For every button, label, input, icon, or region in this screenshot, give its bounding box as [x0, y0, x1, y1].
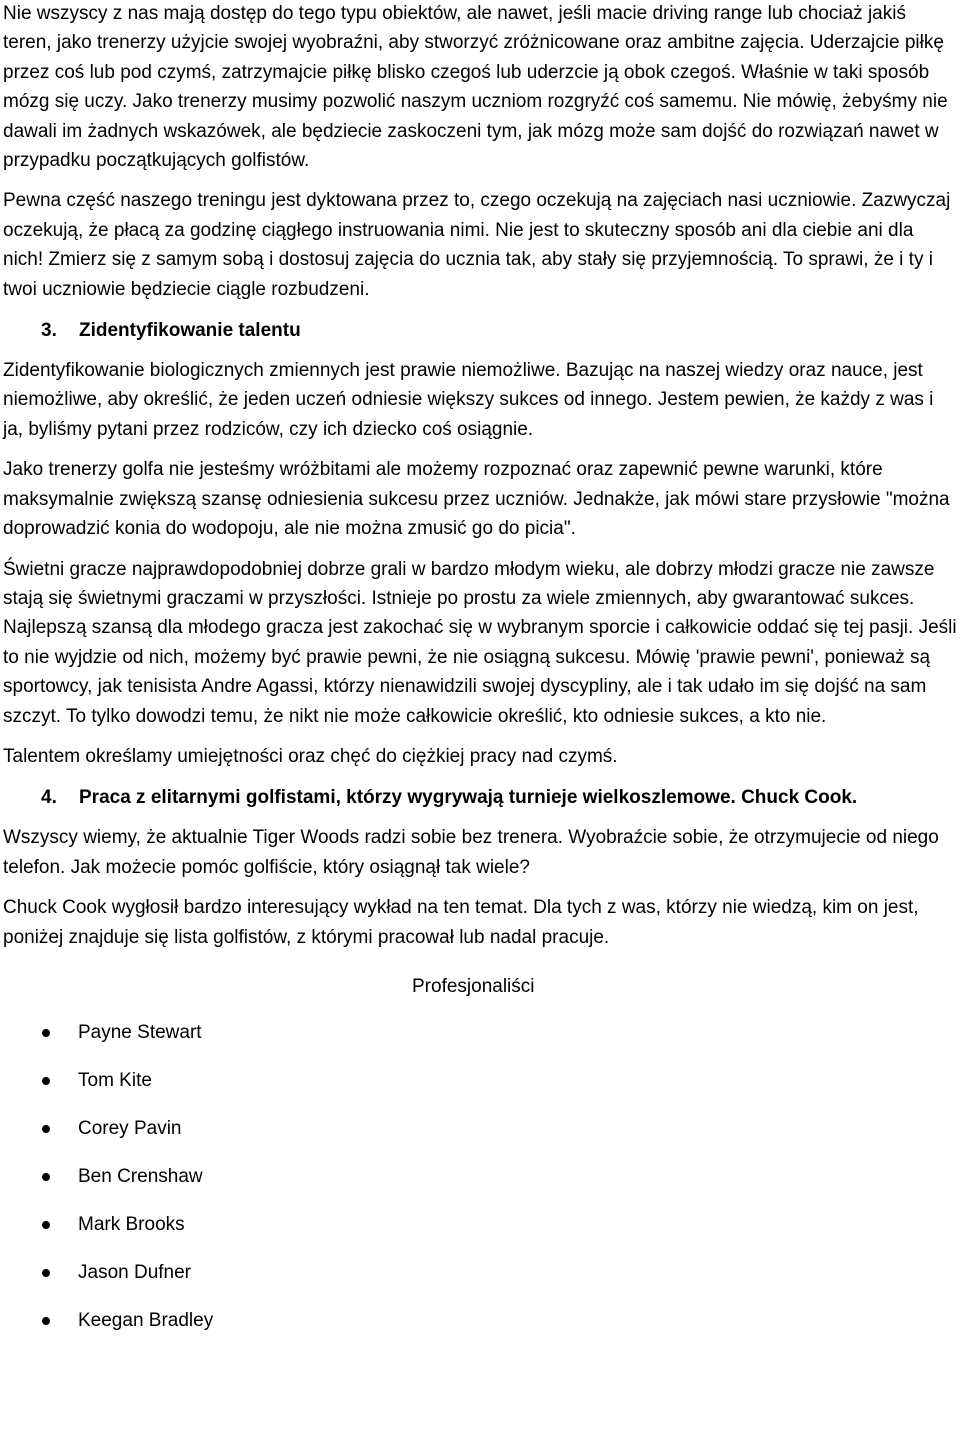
section-4-title: Praca z elitarnymi golfistami, którzy wygrywają turnieje wielkoszlemowe. Chuck Cook.	[79, 787, 858, 809]
professional-name: Jason Dufner	[78, 1261, 192, 1283]
list-item	[3, 1258, 957, 1306]
list-item	[3, 1114, 957, 1162]
intro-paragraph-2: Pewna część naszego treningu jest dyktowana przez to, czego oczekują na zajęciach nasi uczniowie. Zazwyczaj oczekują, że płacą za godzinę ciągłego instruowania nimi. Nie jest to skuteczny sposób ani dla ciebie ani dla nich! Zmierz się z samym sobą i dostosuj zajęcia do ucznia tak, aby stały się przyjemnością. To sprawi, że i ty i twoi uczniowie będziecie ciągle rozbudzeni.	[3, 190, 951, 300]
section-3-paragraph-2: Jako trenerzy golfa nie jesteśmy wróżbitami ale możemy rozpoznać oraz zapewnić pewne warunki, które maksymalnie zwiększą szansę odniesienia sukcesu przez uczniów. Jednakże, jak mówi stare przysłowie "można doprowadzić konia do wodopoju, ale nie można zmusić go do picia".	[3, 459, 950, 540]
professionals-label: Profesjonaliści	[412, 975, 535, 997]
intro-paragraph-1: Nie wszyscy z nas mają dostęp do tego typu obiektów, ale nawet, jeśli macie driving range lub chociaż jakiś teren, jako trenerzy użyjcie swojej wyobraźni, aby stworzyć zróżnicowane oraz ambitne zajęcia. Uderzajcie piłkę przez coś lub pod czymś, zatrzymajcie piłkę blisko czegoś lub uderzcie ją obok czegoś. Właśnie w taki sposób mózg się uczy. Jako trenerzy musimy pozwolić naszym uczniom rozgryźć coś samemu. Nie mówię, żebyśmy nie dawali im żadnych wskazówek, ale będziecie zaskoczeni tym, jak mózg może sam dojść do rozwiązań nawet w przypadku początkujących golfistów.	[3, 3, 948, 172]
section-4-paragraph-2: Chuck Cook wygłosił bardzo interesujący wykład na ten temat. Dla tych z was, którzy nie wiedzą, kim on jest, poniżej znajduje się lista golfistów, z którymi pracował lub nadal pracuje.	[3, 897, 919, 948]
bullet-icon	[42, 1317, 50, 1325]
section-3-paragraph-4: Talentem określamy umiejętności oraz chęć do ciężkiej pracy nad czymś.	[3, 745, 618, 767]
section-4-number: 4.	[41, 787, 57, 809]
professional-name: Tom Kite	[78, 1069, 152, 1091]
section-4-paragraph-1: Wszyscy wiemy, że aktualnie Tiger Woods radzi sobie bez trenera. Wyobraźcie sobie, że otrzymujecie od niego telefon. Jak możecie pomóc golfiście, który osiągnął tak wiele?	[3, 827, 939, 878]
list-item	[3, 1306, 957, 1354]
professional-name: Keegan Bradley	[78, 1309, 214, 1331]
document-page	[3, 0, 957, 1354]
list-item	[3, 1162, 957, 1210]
list-item	[3, 1210, 957, 1258]
bullet-icon	[42, 1077, 50, 1085]
bullet-icon	[42, 1173, 50, 1181]
bullet-icon	[42, 1125, 50, 1133]
bullet-icon	[42, 1269, 50, 1277]
bullet-icon	[42, 1221, 50, 1229]
section-3-title: Zidentyfikowanie talentu	[79, 320, 301, 342]
professionals-list	[3, 1018, 957, 1354]
section-3-paragraph-3: Świetni gracze najprawdopodobniej dobrze grali w bardzo młodym wieku, ale dobrzy młodzi gracze nie zawsze stają się świetnymi graczami w przyszłości. Istnieje po prostu za wiele zmiennych, aby gwarantować sukces. Najlepszą szansą dla młodego gracza jest zakochać się w wybranym sporcie i całkowicie oddać się tej pasji. Jeśli to nie wyjdzie od nich, możemy być prawie pewni, że nie osiągną sukcesu. Mówię 'prawie pewni', ponieważ są sportowcy, jak tenisista Andre Agassi, którzy nienawidzili swojej dyscypliny, ale i tak udało im się dojść na sam szczyt. To tylko dowodzi temu, że nikt nie może całkowicie określić, kto odniesie sukces, a kto nie.	[3, 558, 957, 727]
section-3-paragraph-1: Zidentyfikowanie biologicznych zmiennych jest prawie niemożliwe. Bazując na naszej wiedzy oraz nauce, jest niemożliwe, aby określić, że jeden uczeń odniesie większy sukces od innego. Jestem pewien, że każdy z was i ja, byliśmy pytani przez rodziców, czy ich dziecko coś osiągnie.	[3, 360, 934, 440]
professional-name: Mark Brooks	[78, 1213, 185, 1235]
list-item	[3, 1066, 957, 1114]
section-3-heading	[3, 316, 957, 345]
professional-name: Corey Pavin	[78, 1117, 182, 1139]
professional-name: Payne Stewart	[78, 1021, 202, 1043]
bullet-icon	[42, 1029, 50, 1037]
section-4-heading	[3, 783, 957, 812]
professional-name: Ben Crenshaw	[78, 1165, 203, 1187]
section-3-number: 3.	[41, 320, 57, 342]
list-item	[3, 1018, 957, 1066]
